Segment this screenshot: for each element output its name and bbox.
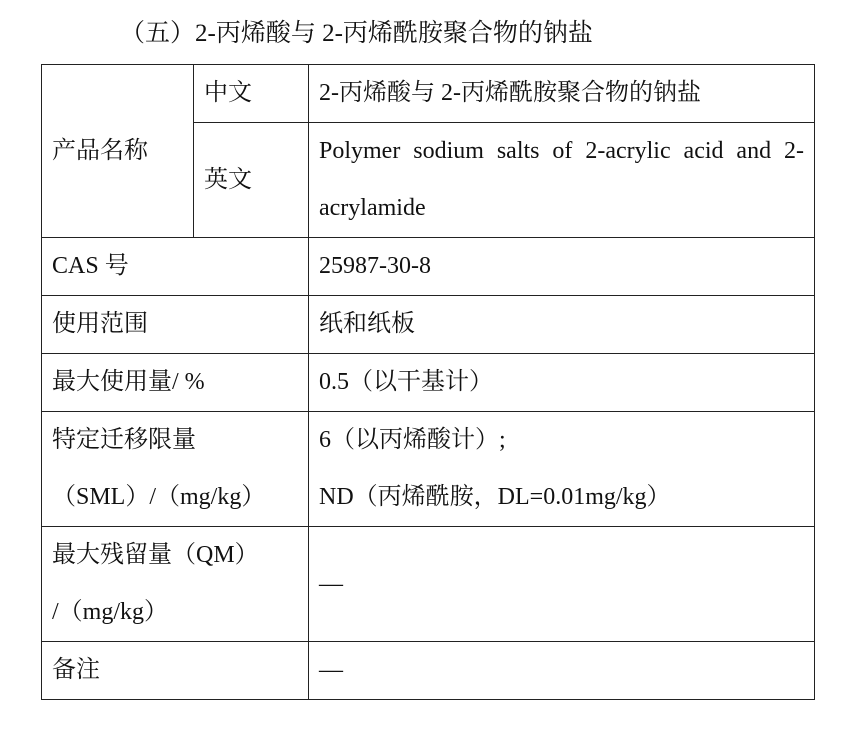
table-row <box>42 65 815 123</box>
sml-label <box>42 412 309 527</box>
qm-value: — <box>309 527 815 642</box>
cas-value: 25987-30-8 <box>309 238 815 296</box>
chinese-name-value: 2-丙烯酸与 2-丙烯酰胺聚合物的钠盐 <box>309 65 815 123</box>
qm-label-line2: /（mg/kg） <box>52 599 169 625</box>
english-label: 英文 <box>194 123 309 238</box>
qm-label <box>42 527 309 642</box>
table-row <box>42 354 815 412</box>
sml-label-line2: （SML）/（mg/kg） <box>52 484 266 510</box>
cas-label: CAS 号 <box>42 238 309 296</box>
max-use-value: 0.5（以干基计） <box>309 354 815 412</box>
product-name-label: 产品名称 <box>42 65 194 238</box>
remarks-label: 备注 <box>42 642 309 700</box>
table-row <box>42 412 815 527</box>
qm-label-line1: 最大残留量（QM） <box>52 542 259 568</box>
sml-value-line2: ND（丙烯酰胺，DL=0.01mg/kg） <box>319 484 671 510</box>
max-use-label: 最大使用量/ % <box>42 354 309 412</box>
document-heading: （五）2-丙烯酸与 2-丙烯酰胺聚合物的钠盐 <box>120 20 593 47</box>
scope-value: 纸和纸板 <box>309 296 815 354</box>
chinese-label: 中文 <box>194 65 309 123</box>
scope-label: 使用范围 <box>42 296 309 354</box>
sml-value <box>309 412 815 527</box>
remarks-value: — <box>309 642 815 700</box>
table-row <box>42 642 815 700</box>
sml-label-line1: 特定迁移限量 <box>52 427 196 453</box>
table-row <box>42 238 815 296</box>
specification-table <box>41 64 815 700</box>
english-name-value: Polymer sodium salts of 2-acrylic acid and 2-acrylamide <box>309 123 815 238</box>
table-row <box>42 527 815 642</box>
sml-value-line1: 6（以丙烯酸计）; <box>319 427 506 453</box>
table-row <box>42 296 815 354</box>
